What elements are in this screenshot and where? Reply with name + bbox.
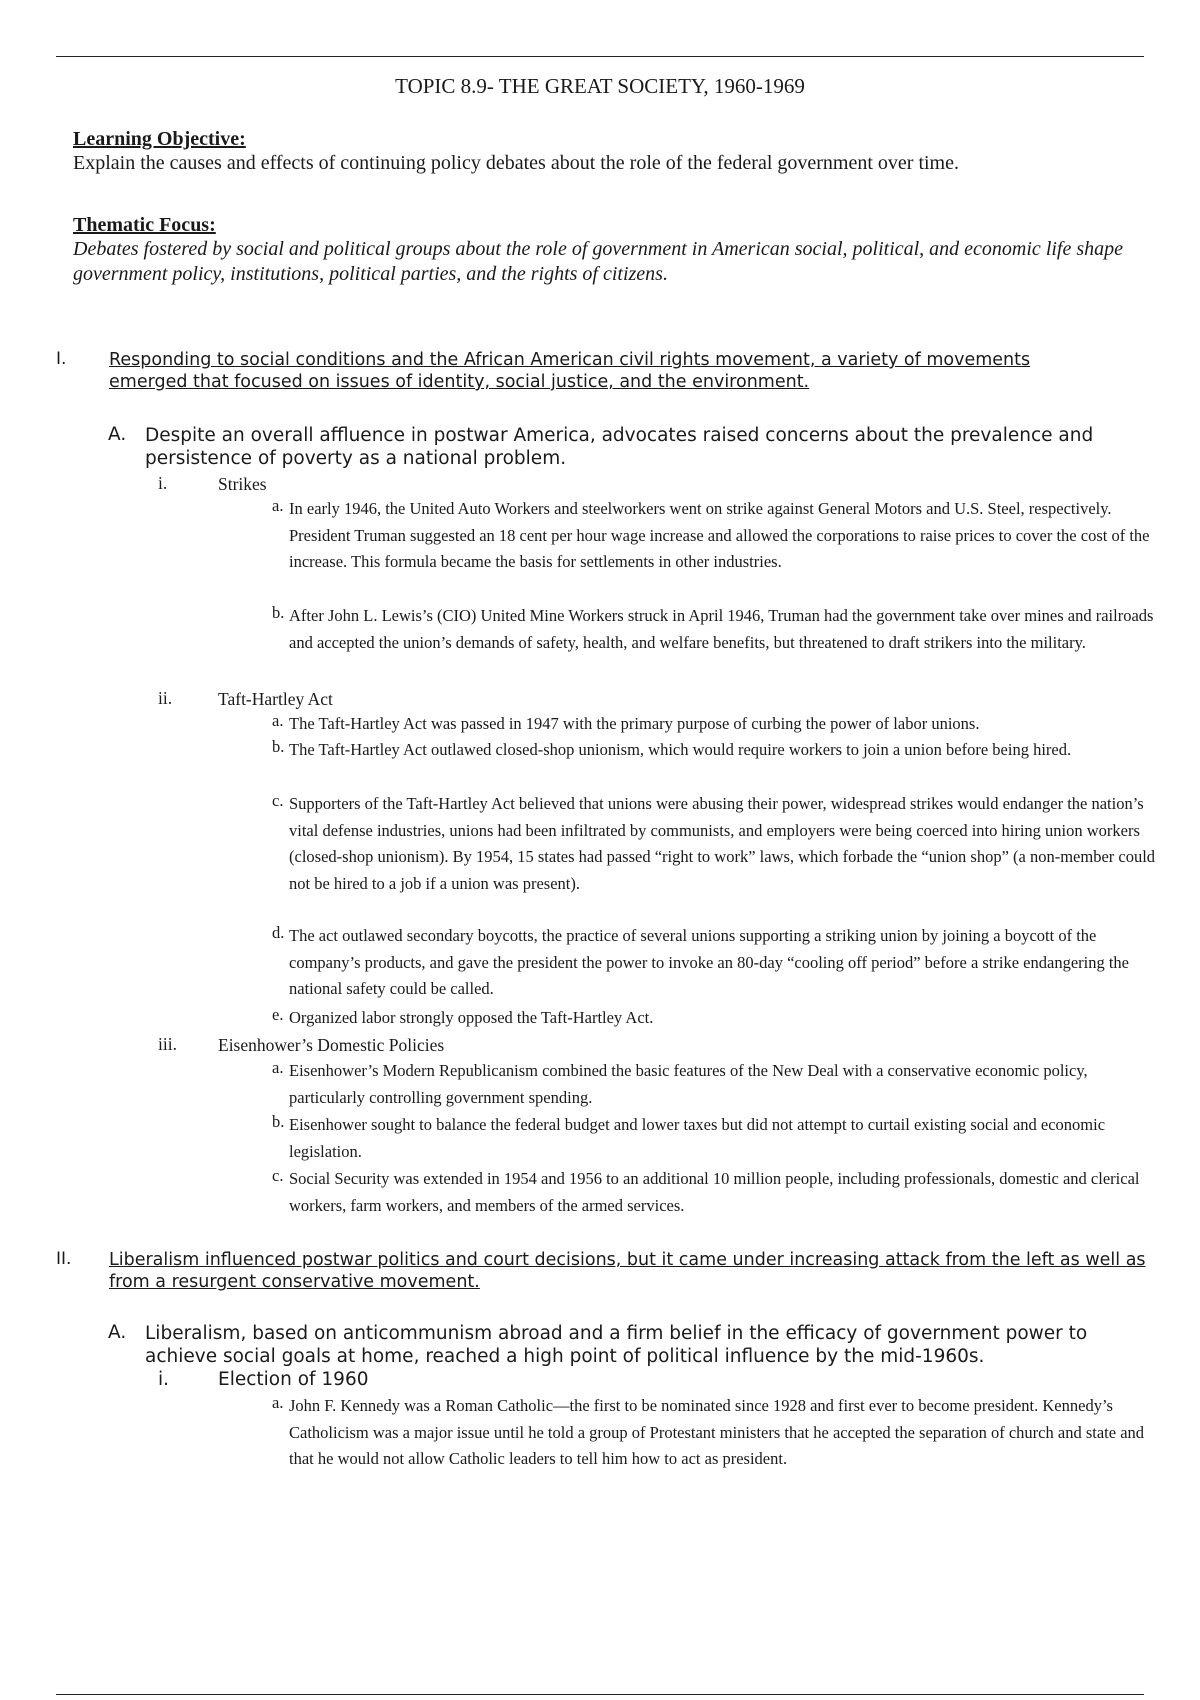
list-item <box>272 1166 1160 1219</box>
list-item-text: Social Security was extended in 1954 and 1956 to an additional 10 million people, including professionals, domestic and clerical workers, farm workers, and members of the armed services. <box>289 1169 1140 1215</box>
election-1960-heading <box>158 1369 1148 1391</box>
list-item-letter: a. <box>272 711 284 730</box>
list-item-text: Supporters of the Taft-Hartley Act believed that unions were abusing their power, widespread strikes would endanger the nation’s vital defense industries, unions had been infiltrated by communists, and employers were being coerced into hiring union workers (closed-shop unionism). By 1954, 15 states had passed “right to work” laws, which forbade the “union shop” (a non-member could not be hired to a job if a union was present). <box>289 794 1156 893</box>
learning-objective-label: Learning Objective: <box>73 128 246 150</box>
taft-hartley-numeral: ii. <box>158 688 173 708</box>
learning-objective-text: Explain the causes and effects of continuing policy debates about the role of the federal government over time. <box>73 152 959 174</box>
list-item-letter: b. <box>272 1112 285 1131</box>
section-2-subpoint-a-letter: A. <box>108 1322 127 1343</box>
list-item-letter: b. <box>272 603 285 622</box>
top-rule <box>56 56 1144 57</box>
bottom-rule <box>56 1694 1144 1695</box>
section-2-subpoint-a-text: Liberalism, based on anticommunism abroad and a firm belief in the efficacy of government power to achieve social goals at home, reached a high point of political influence by the mid-1960s. <box>145 1323 1088 1367</box>
strikes-title: Strikes <box>218 474 267 494</box>
list-item-letter: c. <box>272 1166 284 1185</box>
list-item-letter: b. <box>272 737 285 756</box>
list-item-letter: d. <box>272 923 285 942</box>
section-1-subpoint-a <box>108 424 1148 470</box>
eisenhower-heading <box>158 1034 1148 1056</box>
list-item-text: The act outlawed secondary boycotts, the practice of several unions supporting a striking union by joining a boycott of the company’s products, and gave the president the power to invoke an 80-day “cooling off period” before a strike endangering the national safety could be called. <box>289 926 1130 998</box>
thematic-focus-label: Thematic Focus: <box>73 214 216 236</box>
list-item <box>272 711 1160 738</box>
learning-objective <box>73 128 1153 176</box>
list-item <box>272 496 1160 576</box>
section-1-numeral: I. <box>56 349 67 369</box>
list-item-letter: e. <box>272 1005 284 1024</box>
section-1-subpoint-a-letter: A. <box>108 424 127 445</box>
list-item-text: After John L. Lewis’s (CIO) United Mine Workers struck in April 1946, Truman had the government take over mines and railroads and accepted the union’s demands of safety, health, and welfare benefits, but threatened to draft strikers into the military. <box>289 606 1154 652</box>
list-item <box>272 923 1160 1003</box>
election-1960-title: Election of 1960 <box>218 1369 369 1390</box>
list-item <box>272 1058 1160 1111</box>
section-1-subpoint-a-text: Despite an overall affluence in postwar America, advocates raised concerns about the prevalence and persistence of poverty as a national problem. <box>145 425 1094 469</box>
section-1-heading: Responding to social conditions and the African American civil rights movement, a variety of movements emerged that focused on issues of identity, social justice, and the environment. <box>109 350 1031 392</box>
list-item-letter: a. <box>272 1393 284 1412</box>
eisenhower-numeral: iii. <box>158 1034 177 1054</box>
section-2-subpoint-a <box>108 1322 1158 1368</box>
list-item-letter: c. <box>272 791 284 810</box>
list-item-text: Organized labor strongly opposed the Taft-Hartley Act. <box>289 1008 654 1027</box>
list-item-text: Eisenhower sought to balance the federal budget and lower taxes but did not attempt to curtail existing social and economic legislation. <box>289 1115 1106 1161</box>
list-item <box>272 603 1160 656</box>
list-item <box>272 1005 1160 1032</box>
section-2 <box>56 1249 1166 1293</box>
strikes-heading <box>158 473 1148 495</box>
list-item <box>272 737 1160 764</box>
list-item-text: In early 1946, the United Auto Workers and steelworkers went on strike against General Motors and U.S. Steel, respectively. President Truman suggested an 18 cent per hour wage increase and allowed the corporations to raise prices to cover the cost of the increase. This formula became the basis for settlements in other industries. <box>289 499 1150 571</box>
strikes-numeral: i. <box>158 473 168 493</box>
list-item-text: Eisenhower’s Modern Republicanism combined the basic features of the New Deal with a conservative economic policy, particularly controlling government spending. <box>289 1061 1088 1107</box>
list-item-letter: a. <box>272 496 284 515</box>
list-item <box>272 791 1160 897</box>
thematic-focus-text: Debates fostered by social and political groups about the role of government in American social, political, and economic life shape government policy, institutions, political parties, and the rights of citizens. <box>73 238 1124 285</box>
list-item-text: John F. Kennedy was a Roman Catholic—the first to be nominated since 1928 and first ever to become president. Kennedy’s Catholicism was a major issue until he told a group of Protestant ministers that he accepted the separation of church and state and that he would not allow Catholic leaders to tell him how to act as president. <box>289 1396 1145 1468</box>
list-item-letter: a. <box>272 1058 284 1077</box>
list-item <box>272 1393 1160 1473</box>
taft-hartley-title: Taft-Hartley Act <box>218 689 333 709</box>
election-1960-numeral: i. <box>158 1369 170 1390</box>
section-2-numeral: II. <box>56 1249 72 1269</box>
section-2-heading: Liberalism influenced postwar politics and court decisions, but it came under increasing attack from the left as well as from a resurgent conservative movement. <box>109 1250 1146 1292</box>
eisenhower-title: Eisenhower’s Domestic Policies <box>218 1035 445 1055</box>
list-item-text: The Taft-Hartley Act was passed in 1947 with the primary purpose of curbing the power of labor unions. <box>289 714 980 733</box>
taft-hartley-heading <box>158 688 1148 710</box>
list-item-text: The Taft-Hartley Act outlawed closed-shop unionism, which would require workers to join a union before being hired. <box>289 740 1072 759</box>
list-item <box>272 1112 1160 1165</box>
thematic-focus <box>73 214 1158 287</box>
section-1 <box>56 349 1086 393</box>
page-title: TOPIC 8.9- THE GREAT SOCIETY, 1960-1969 <box>395 74 805 98</box>
